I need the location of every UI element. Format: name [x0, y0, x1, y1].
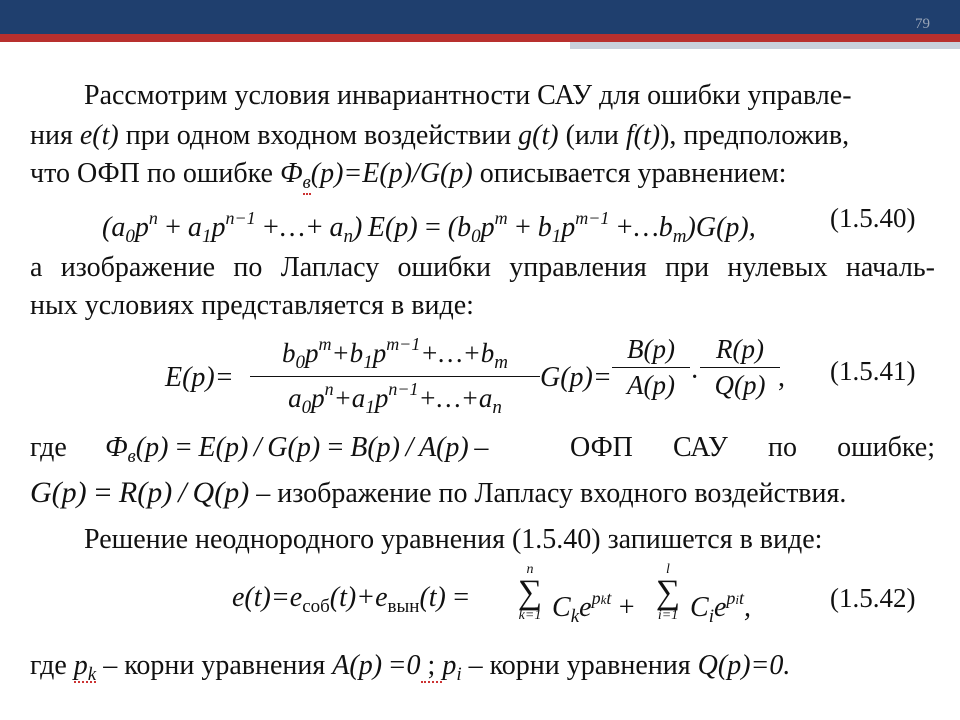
paragraph-1-line-3: что ОФП по ошибке $Ф_в(p)=E(p)/G(p)$ описывается уравнением:	[30, 158, 787, 193]
equation-1-5-42-sum-1: n ∑ k=1	[517, 562, 543, 623]
equation-1-5-42-term-1: $C_ke^{pkt}$ +	[552, 588, 636, 627]
equation-1-5-41-fraction-1: $\frac{b_0p^m+b_1p^{m-1}+\dots+b_m}{a_0p^n+a_1p^{n-1}+\dots+a_n}$	[250, 334, 540, 419]
page-number: 79	[915, 16, 930, 32]
equation-1-5-41-fraction-2: $\frac{B(p)}{A(p)}$	[612, 334, 690, 401]
paragraph-3-line-2: G(p) = R(p) / Q(p) – изображение по Лапласу входного воздействия.	[30, 476, 847, 509]
equation-1-5-41-comma: ,	[778, 362, 785, 393]
paragraph-1-line-1: Рассмотрим условия инвариантности САУ для ошибки управле-	[84, 80, 852, 111]
equation-number-1-5-42: (1.5.42)	[830, 583, 916, 613]
equation-1-5-41-lhs: E(p)=	[165, 362, 234, 393]
equation-number-1-5-41: (1.5.41)	[830, 356, 916, 386]
equation-1-5-41-dot: ·	[690, 362, 700, 393]
paragraph-1-line-2: ния e(t) при одном входном воздействии g(t) (или f(t)), предположив,	[30, 120, 850, 151]
equation-1-5-42-term-2: $C_ie^{pit}$,	[690, 588, 752, 627]
equation-number-1-5-40: (1.5.40)	[830, 203, 916, 233]
paragraph-3-where: где	[30, 432, 67, 463]
equation-1-5-42-lhs: $e(t)=e_{соб}(t)+e_{вын}(t)$ =	[232, 582, 471, 617]
paragraph-3-tail-1: ОФП САУ по ошибке;	[570, 432, 935, 463]
paragraph-4-line-1: Решение неоднородного уравнения (1.5.40) запишется в виде:	[84, 524, 823, 555]
equation-phi-e: $Ф_в(p) = E(p) / G(p) = B(p) / A(p)$ –	[105, 432, 489, 467]
equation-1-5-41-middle: G(p)=	[540, 362, 612, 393]
equation-1-5-41-fraction-3: $\frac{R(p)}{Q(p)}$	[700, 334, 780, 401]
equation-1-5-42-sum-2: l ∑ i=1	[655, 562, 681, 623]
paragraph-5-line-1: где $p_k$ – корни уравнения A(p) =0 ; $p_i$ – корни уравнения Q(p)=0.	[30, 650, 791, 685]
equation-1-5-40: ($a_0p^n + a_1p^{n-1}$ +…+ $a_n$) $E(p) = (b_0p^m + b_1p^{m-1}$ $+\dots b_m)G(p)$,	[102, 208, 756, 247]
paragraph-2-line-2: ных условиях представляется в виде:	[30, 290, 474, 321]
paragraph-2-line-1: а изображение по Лапласу ошибки управления при нулевых началь-	[30, 252, 935, 283]
